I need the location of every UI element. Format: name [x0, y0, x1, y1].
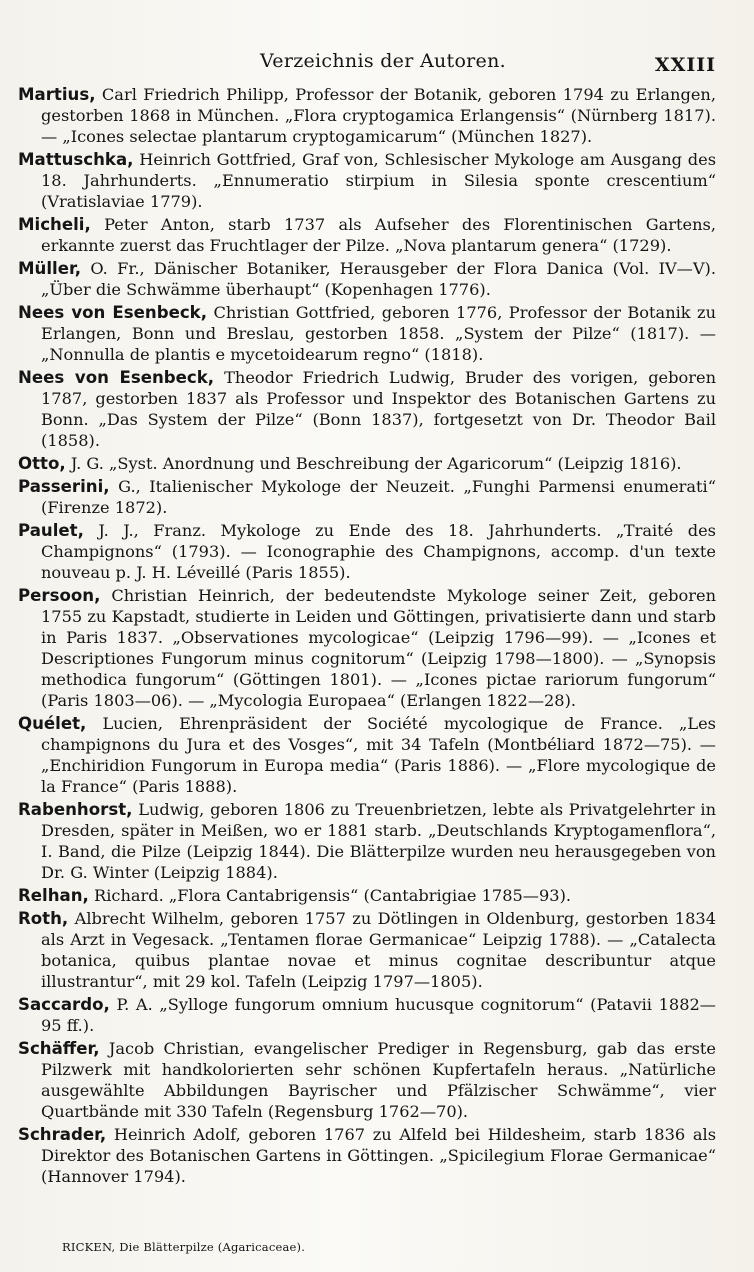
index-entry-persoon	[18, 585, 716, 711]
index-entry-martius	[18, 84, 716, 147]
index-entry-passerini	[18, 476, 716, 518]
author-name: Martius,	[18, 85, 96, 104]
entry-text: Richard. „Flora Cantabrigensis“ (Cantabrigiae 1785—93).	[94, 886, 572, 905]
index-entry-nees-theodor	[18, 367, 716, 451]
author-name: Roth,	[18, 909, 69, 928]
author-name: Nees von Esenbeck,	[18, 303, 208, 322]
index-entry-quelet	[18, 713, 716, 797]
index-entry-nees-christian	[18, 302, 716, 365]
page-number: XXIII	[654, 54, 716, 76]
author-name: Schäffer,	[18, 1039, 100, 1058]
index-entry-rabenhorst	[18, 799, 716, 883]
index-entry-relhan	[18, 885, 716, 906]
author-name: Relhan,	[18, 886, 89, 905]
entry-text: G., Italienischer Mykologe der Neuzeit. „Funghi Parmensi enumerati“ (Firenze 1872).	[41, 477, 716, 517]
author-name: Saccardo,	[18, 995, 110, 1014]
index-entry-schaeffer	[18, 1038, 716, 1122]
entry-text: Theodor Friedrich Ludwig, Bruder des vorigen, geboren 1787, gestorben 1837 als Professor und Inspektor des Botanischen Gartens zu Bonn. „Das System der Pilze“ (Bonn 1837), fortgesetzt von Dr. Theodor Bail (1858).	[41, 368, 716, 450]
entry-text: Heinrich Adolf, geboren 1767 zu Alfeld bei Hildesheim, starb 1836 als Direktor des Botanischen Gartens in Göttingen. „Spicilegium Florae Germanicae“ (Hannover 1794).	[41, 1125, 716, 1186]
index-entry-micheli	[18, 214, 716, 256]
author-name: Otto,	[18, 454, 66, 473]
entry-text: Lucien, Ehrenpräsident der Société mycologique de France. „Les champignons du Jura et des Vosges“, mit 34 Tafeln (Montbéliard 1872—75). — „Enchiridion Fungorum in Europa media“ (Paris 1886). — „Flore mycologique de la France“ (Paris 1888).	[41, 714, 716, 796]
index-entry-otto	[18, 453, 716, 474]
running-title: Verzeichnis der Autoren.	[260, 50, 506, 72]
entry-text: Peter Anton, starb 1737 als Aufseher des Florentinischen Gartens, erkannte zuerst das Fruchtlager der Pilze. „Nova plantarum genera“ (1729).	[41, 215, 716, 255]
author-name: Mattuschka,	[18, 150, 134, 169]
signature-line: RICKEN, Die Blätterpilze (Agaricaceae).	[62, 1240, 306, 1254]
entry-text: Christian Gottfried, geboren 1776, Professor der Botanik zu Erlangen, Bonn und Breslau, gestorben 1858. „System der Pilze“ (1817). — „Nonnulla de plantis e mycetoidearum regno“ (1818).	[41, 303, 716, 364]
author-name: Passerini,	[18, 477, 110, 496]
author-name: Schrader,	[18, 1125, 107, 1144]
entry-text: Ludwig, geboren 1806 zu Treuenbrietzen, lebte als Privatgelehrter in Dresden, später in Meißen, wo er 1881 starb. „Deutschlands Kryptogamenflora“, I. Band, die Pilze (Leipzig 1844). Die Blätterpilze wurden neu herausgegeben von Dr. G. Winter (Leipzig 1884).	[41, 800, 716, 882]
entry-text: Carl Friedrich Philipp, Professor der Botanik, geboren 1794 zu Erlangen, gestorben 1868 in München. „Flora cryptogamica Erlangensis“ (Nürnberg 1817). — „Icones selectae plantarum cryptogamicarum“ (München 1827).	[41, 85, 716, 146]
author-name: Quélet,	[18, 714, 87, 733]
entry-text: O. Fr., Dänischer Botaniker, Herausgeber der Flora Danica (Vol. IV—V). „Über die Schwämme überhaupt“ (Kopenhagen 1776).	[41, 259, 716, 299]
index-entry-schrader	[18, 1124, 716, 1187]
author-name: Rabenhorst,	[18, 800, 133, 819]
index-entry-mueller	[18, 258, 716, 300]
page-header	[0, 48, 754, 80]
index-entry-paulet	[18, 520, 716, 583]
author-name: Nees von Esenbeck,	[18, 368, 215, 387]
index-entry-mattuschka	[18, 149, 716, 212]
author-name: Persoon,	[18, 586, 101, 605]
entry-text: J. G. „Syst. Anordnung und Beschreibung der Agaricorum“ (Leipzig 1816).	[70, 454, 682, 473]
entry-text: Christian Heinrich, der bedeutendste Mykologe seiner Zeit, geboren 1755 zu Kapstadt, studierte in Leiden und Göttingen, privatisierte dann und starb in Paris 1837. „Observationes mycologicae“ (Leipzig 1796—99). — „Icones et Descriptiones Fungorum minus cognitorum“ (Leipzig 1798—1800). — „Synopsis methodica fungorum“ (Göttingen 1801). — „Icones pictae rariorum fungorum“ (Paris 1803—06). — „Mycologia Europaea“ (Erlangen 1822—28).	[41, 586, 716, 710]
author-name: Müller,	[18, 259, 82, 278]
entry-text: Albrecht Wilhelm, geboren 1757 zu Dötlingen in Oldenburg, gestorben 1834 als Arzt in Vegesack. „Tentamen florae Germanicae“ Leipzig 1788). — „Catalecta botanica, quibus plantae novae et minus cognitae describuntur atque illustrantur“, mit 29 kol. Tafeln (Leipzig 1797—1805).	[41, 909, 716, 991]
entry-text: Jacob Christian, evangelischer Prediger in Regensburg, gab das erste Pilzwerk mit handkolorierten sehr schönen Kupfertafeln heraus. „Natürliche ausgewählte Abbildungen Bayrischer und Pfälzischer Schwämme“, vier Quartbände mit 330 Tafeln (Regensburg 1762—70).	[41, 1039, 716, 1121]
author-index	[18, 84, 716, 1187]
author-name: Micheli,	[18, 215, 91, 234]
entry-text: P. A. „Sylloge fungorum omnium hucusque cognitorum“ (Patavii 1882—95 ff.).	[41, 995, 716, 1035]
entry-text: Heinrich Gottfried, Graf von, Schlesischer Mykologe am Ausgang des 18. Jahrhunderts. „Ennumeratio stirpium in Silesia sponte crescentium“ (Vratislaviae 1779).	[41, 150, 716, 211]
author-name: Paulet,	[18, 521, 84, 540]
entry-text: J. J., Franz. Mykologe zu Ende des 18. Jahrhunderts. „Traité des Champignons“ (1793). — Iconographie des Champignons, accomp. d'un texte nouveau p. J. H. Léveillé (Paris 1855).	[41, 521, 716, 582]
index-entry-saccardo	[18, 994, 716, 1036]
index-entry-roth	[18, 908, 716, 992]
